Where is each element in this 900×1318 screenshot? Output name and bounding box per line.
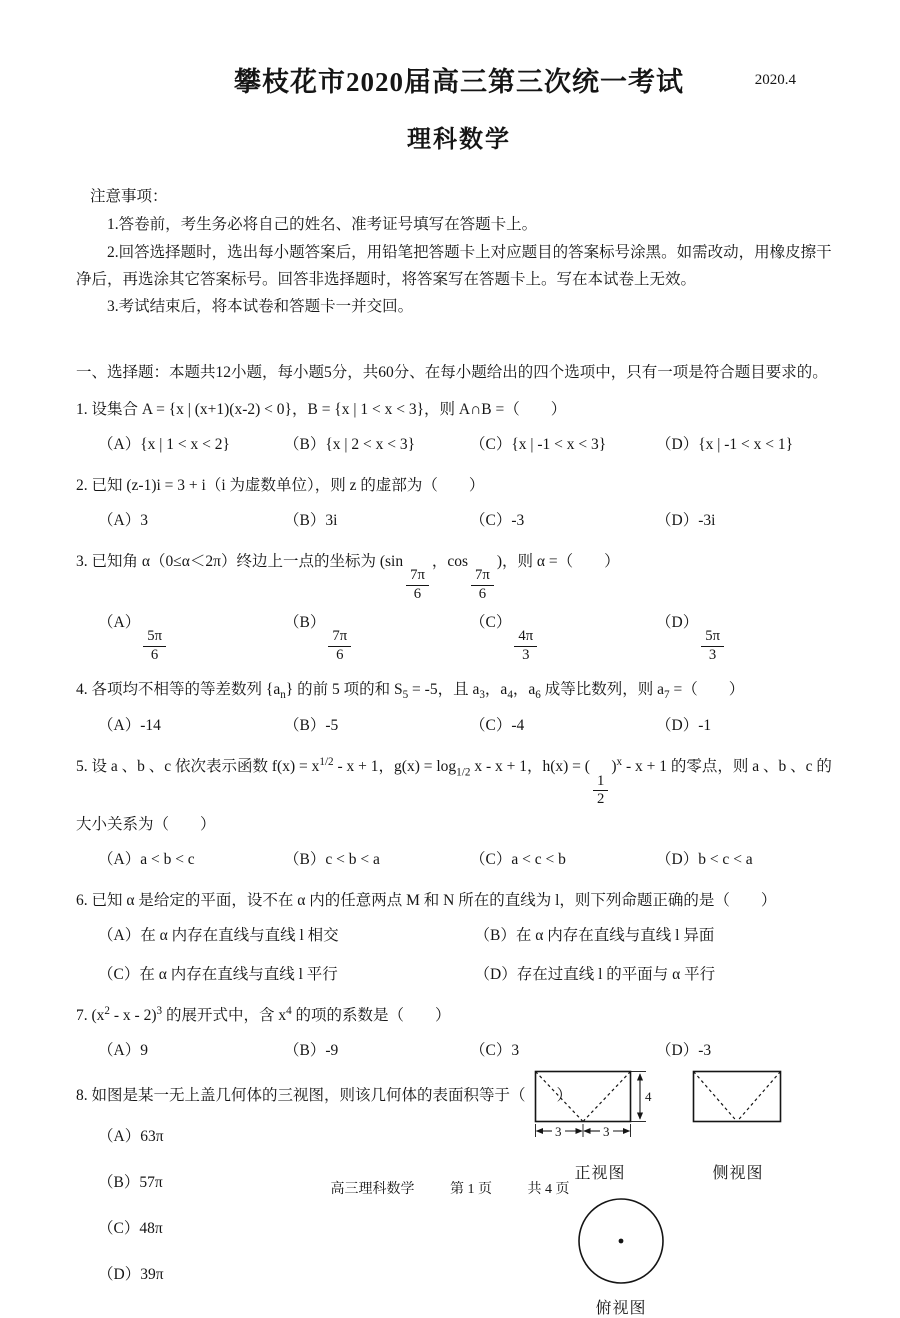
question-5-option-a: （A）a < b < c — [98, 850, 195, 868]
question-1-option-c: （C）{x | -1 < x < 3} — [470, 436, 607, 454]
front-view-rect — [536, 1071, 631, 1121]
question-4-option-b: （B）-5 — [284, 717, 339, 735]
question-1-options — [76, 429, 842, 460]
question-1-option-d: （D）{x | -1 < x < 1} — [656, 436, 794, 454]
front-view-diagram — [534, 1070, 666, 1152]
section-heading: 一、选择题：本题共12小题，每小题5分，共60分、在每小题给出的四个选项中，只有一项是符合题目要求的。 — [76, 363, 828, 381]
front-side-view-row — [534, 1070, 836, 1183]
question-7 — [76, 1000, 842, 1066]
question-3-option-c: （C） $\frac{4\pi}{3}$ — [470, 607, 656, 664]
side-view-rect — [694, 1071, 781, 1121]
question-4 — [76, 674, 842, 741]
notice-item-1: 1.答卷前，考生务必将自己的姓名、准考证号填写在答题卡上。 — [107, 216, 538, 234]
question-1-option-b: （B）{x | 2 < x < 3} — [284, 436, 416, 454]
question-3-stem: 3. 已知角 α（0≤α＜2π）终边上一点的坐标为 (sin $\frac{7\pi}{6}$ ，cos $\frac{7\pi}{6}$ )，则 α =（ ） — [76, 553, 620, 602]
question-2-option-d: （D）-3i — [656, 512, 716, 530]
side-view-slant-left — [694, 1071, 738, 1121]
exam-subtitle: 理科数学 — [407, 127, 511, 153]
side-view-figure — [692, 1070, 784, 1183]
question-8-option-d: （D）39π — [98, 1265, 164, 1283]
question-3-option-a: （A） $\frac{5\pi}{6}$ — [98, 607, 284, 664]
question-5-option-c: （C）a < c < b — [470, 850, 566, 868]
question-6-option-d: （D）存在过直线 l 的平面与 α 平行 — [474, 965, 716, 983]
question-7-stem: 7. ($x^2$ - x - 2)$^3$ 的展开式中，含 $x^4$ 的项的系数是（ ） — [76, 1004, 451, 1024]
question-5 — [76, 751, 842, 874]
question-6-option-c: （C）在 α 内存在直线与直线 l 平行 — [98, 965, 338, 983]
side-view-slant-right — [737, 1071, 781, 1121]
question-7-options — [76, 1035, 842, 1066]
top-view-diagram — [575, 1195, 667, 1287]
question-8-option-c: （C）48π — [98, 1219, 163, 1237]
question-1-option-a: （A）{x | 1 < x < 2} — [98, 436, 230, 454]
title-row — [76, 60, 842, 99]
question-7-option-a: （A）9 — [98, 1041, 148, 1059]
question-2-option-b: （B）3i — [284, 512, 338, 530]
question-4-option-a: （A）-14 — [98, 717, 161, 735]
page-footer — [0, 1178, 900, 1198]
top-view-figure — [556, 1195, 686, 1318]
footer-page-total: 共 4 页 — [527, 1182, 570, 1197]
question-4-options — [76, 710, 842, 741]
question-7-option-d: （D）-3 — [656, 1041, 712, 1059]
exam-date: 2020.4 — [754, 72, 796, 88]
notice-item-3: 3.考试结束后，将本试卷和答题卡一并交回。 — [107, 298, 414, 316]
top-view-center-dot — [619, 1238, 624, 1243]
question-5-stem: 5. 设 a 、b 、c 依次表示函数 $f(x) = x^{1/2} - x + 1$，$g(x) = \log_{1/2} x - x + 1$，h(x) = ( $\frac{1}{2}$ )$^x$ - x + 1 的零点，则 a 、b 、c 的大小关系为（ ） — [76, 756, 832, 833]
question-1 — [76, 394, 842, 460]
question-2 — [76, 470, 842, 536]
question-3-options — [76, 607, 842, 664]
question-2-option-c: （C）-3 — [470, 512, 525, 530]
question-5-option-b: （B）c < b < a — [284, 850, 380, 868]
question-8-option-b: （B）57π — [98, 1173, 163, 1191]
question-7-option-c: （C）3 — [470, 1041, 520, 1059]
question-2-options — [76, 505, 842, 536]
question-6 — [76, 885, 842, 990]
notice-item-2: 2.回答选择题时，选出每小题答案后，用铅笔把答题卡上对应题目的答案标号涂黑。如需改动，用橡皮擦干净后，再选涂其它答案标号。回答非选择题时，将答案写在答题卡上。写在本试卷上无效。 — [76, 244, 832, 288]
question-6-option-b: （B）在 α 内存在直线与直线 l 异面 — [474, 926, 715, 944]
question-6-stem: 6. 已知 α 是给定的平面，设不在 α 内的任意两点 M 和 N 所在的直线为 l，则下列命题正确的是（ ） — [76, 891, 777, 909]
front-view-label: 正视图 — [574, 1164, 626, 1182]
front-view-slant-left — [536, 1071, 584, 1121]
footer-doc-name: 高三理科数学 — [330, 1182, 415, 1197]
question-4-stem: 4. 各项均不相等的等差数列 $\{a_n\}$ 的前 5 项的和 $S_5 = -5$，且 $a_3$，$a_4$，$a_6$ 成等比数列，则 $a_7$ =（ ） — [76, 681, 745, 702]
question-6-options — [76, 920, 842, 990]
question-2-stem: 2. 已知 (z-1)i = 3 + i（i 为虚数单位），则 z 的虚部为（ ） — [76, 477, 485, 495]
question-6-option-a: （A）在 α 内存在直线与直线 l 相交 — [98, 926, 339, 944]
side-view-diagram — [692, 1070, 784, 1152]
question-1-stem: 1. 设集合 A = {x | (x+1)(x-2) < 0}，B = {x | 1 < x < 3}，则 A∩B =（ ） — [76, 401, 567, 419]
exam-title: 攀枝花市2020届高三第三次统一考试 — [234, 67, 684, 97]
question-3 — [76, 546, 842, 664]
front-view-slant-right — [583, 1071, 631, 1121]
front-view-height-dim: 4 — [645, 1088, 652, 1104]
notice-heading: 注意事项： — [90, 188, 168, 205]
question-4-option-c: （C）-4 — [470, 717, 525, 735]
question-5-options — [76, 844, 842, 875]
notice-section — [76, 184, 842, 321]
front-view-bottom-right-dim: 3 — [603, 1123, 610, 1139]
footer-page-number: 第 1 页 — [450, 1182, 492, 1197]
side-view-label: 侧视图 — [712, 1164, 764, 1182]
top-view-label: 俯视图 — [595, 1299, 647, 1317]
question-3-option-b: （B） $\frac{7\pi}{6}$ — [284, 607, 470, 664]
question-2-option-a: （A）3 — [98, 512, 148, 530]
question-8-stem: 8. 如图是某一无上盖几何体的三视图，则该几何体的表面积等于（ ） — [76, 1086, 573, 1104]
question-5-option-d: （D）b < c < a — [656, 850, 753, 868]
question-7-option-b: （B）-9 — [284, 1041, 339, 1059]
question-8-option-a: （A）63π — [98, 1127, 164, 1145]
question-3-option-d: （D） $\frac{5\pi}{3}$ — [656, 607, 842, 664]
question-4-option-d: （D）-1 — [656, 717, 712, 735]
front-view-bottom-left-dim: 3 — [555, 1123, 562, 1139]
front-view-figure — [534, 1070, 666, 1183]
